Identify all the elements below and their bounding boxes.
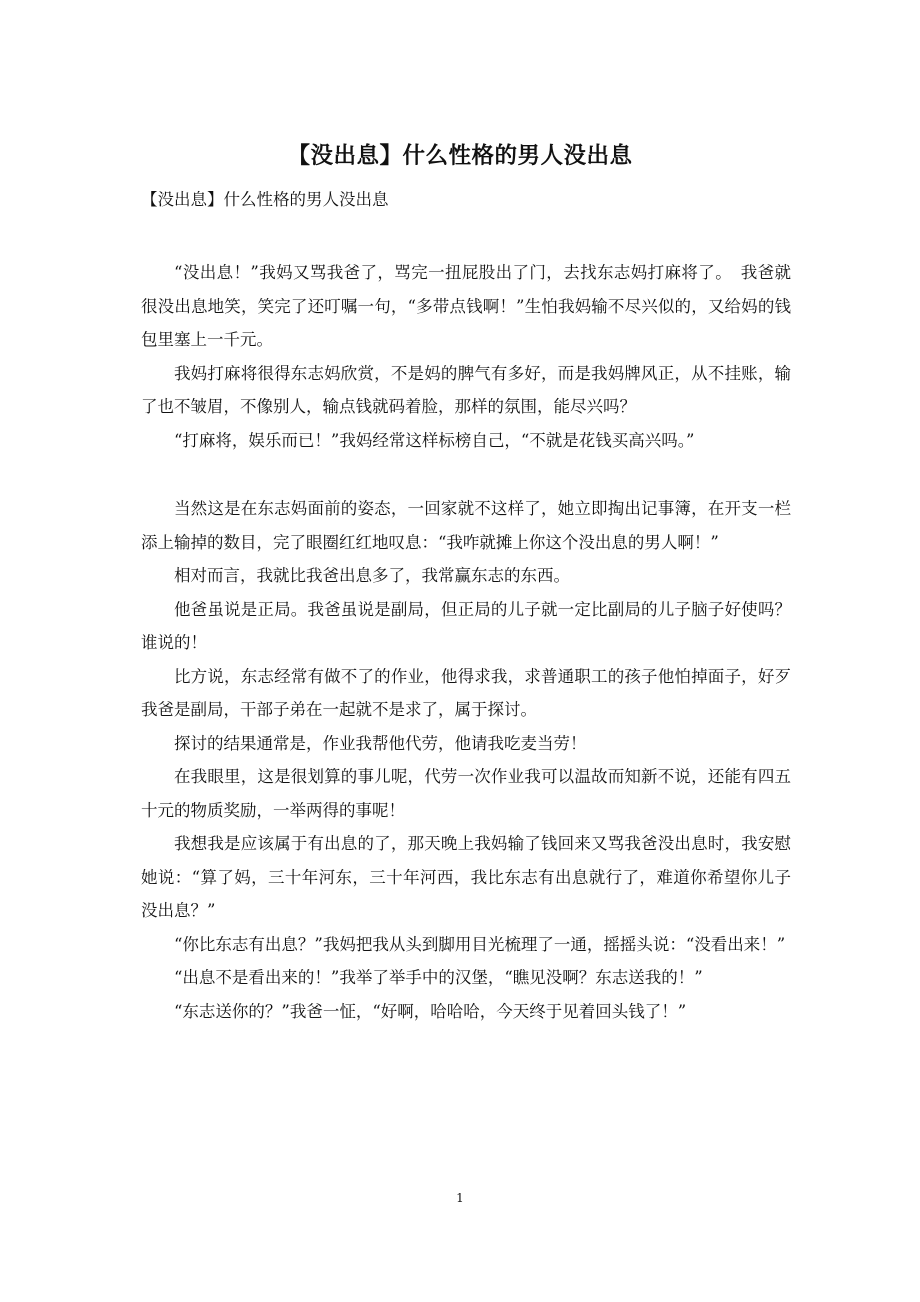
paragraph: 当然这是在东志妈面前的姿态，一回家就不这样了，她立即掏出记事簿，在开支一栏添上输掉的数目，完了眼圈红红地叹息：“我咋就摊上你这个没出息的男人啊！” xyxy=(141,499,791,552)
document-title: 【没出息】什么性格的男人没出息 xyxy=(287,143,633,169)
paragraph: “出息不是看出来的！”我举了举手中的汉堡，“瞧见没啊？东志送我的！” xyxy=(174,968,703,987)
page-number: 1 xyxy=(456,1191,464,1205)
paragraph: 比方说，东志经常有做不了的作业，他得求我，求普通职工的孩子他怕掉面子，好歹我爸是副局，干部子弟在一起就不是求了，属于探讨。 xyxy=(141,666,791,719)
paragraph: 他爸虽说是正局。我爸虽说是副局，但正局的儿子就一定比副局的儿子脑子好使吗？谁说的！ xyxy=(141,599,791,652)
document-subtitle: 【没出息】什么性格的男人没出息 xyxy=(141,190,389,209)
paragraph: “你比东志有出息？”我妈把我从头到脚用目光梳理了一通，摇摇头说：“没看出来！” xyxy=(174,934,786,954)
paragraph: “东志送你的？”我爸一怔，“好啊，哈哈哈，今天终于见着回头钱了！” xyxy=(174,1001,687,1021)
paragraph: 我想我是应该属于有出息的了，那天晚上我妈输了钱回来又骂我爸没出息时，我安慰她说：“算了妈，三十年河东，三十年河西，我比东志有出息就行了，难道你希望你儿子没出息？” xyxy=(141,834,791,920)
paragraph: 相对而言，我就比我爸出息多了，我常赢东志的东西。 xyxy=(174,566,570,585)
paragraph: 探讨的结果通常是，作业我帮他代劳，他请我吃麦当劳！ xyxy=(174,733,587,753)
document-body xyxy=(141,256,791,1028)
paragraph: 我妈打麻将很得东志妈欣赏，不是妈的脾气有多好，而是我妈牌风正，从不挂账，输了也不皱眉，不像别人，输点钱就码着脸，那样的氛围，能尽兴吗？ xyxy=(141,363,791,416)
paragraph: “打麻将，娱乐而已！”我妈经常这样标榜自己，“不就是花钱买高兴吗。” xyxy=(174,430,695,450)
paragraph: 在我眼里，这是很划算的事儿呢，代劳一次作业我可以温故而知新不说，还能有四五十元的物质奖励，一举两得的事呢！ xyxy=(141,767,791,820)
paragraph: “没出息！”我妈又骂我爸了，骂完一扭屁股出了门，去找东志妈打麻将了。 我爸就很没出息地笑，笑完了还叮嘱一句，“多带点钱啊！”生怕我妈输不尽兴似的，又给妈的钱包里塞上一千元。 xyxy=(141,263,791,349)
